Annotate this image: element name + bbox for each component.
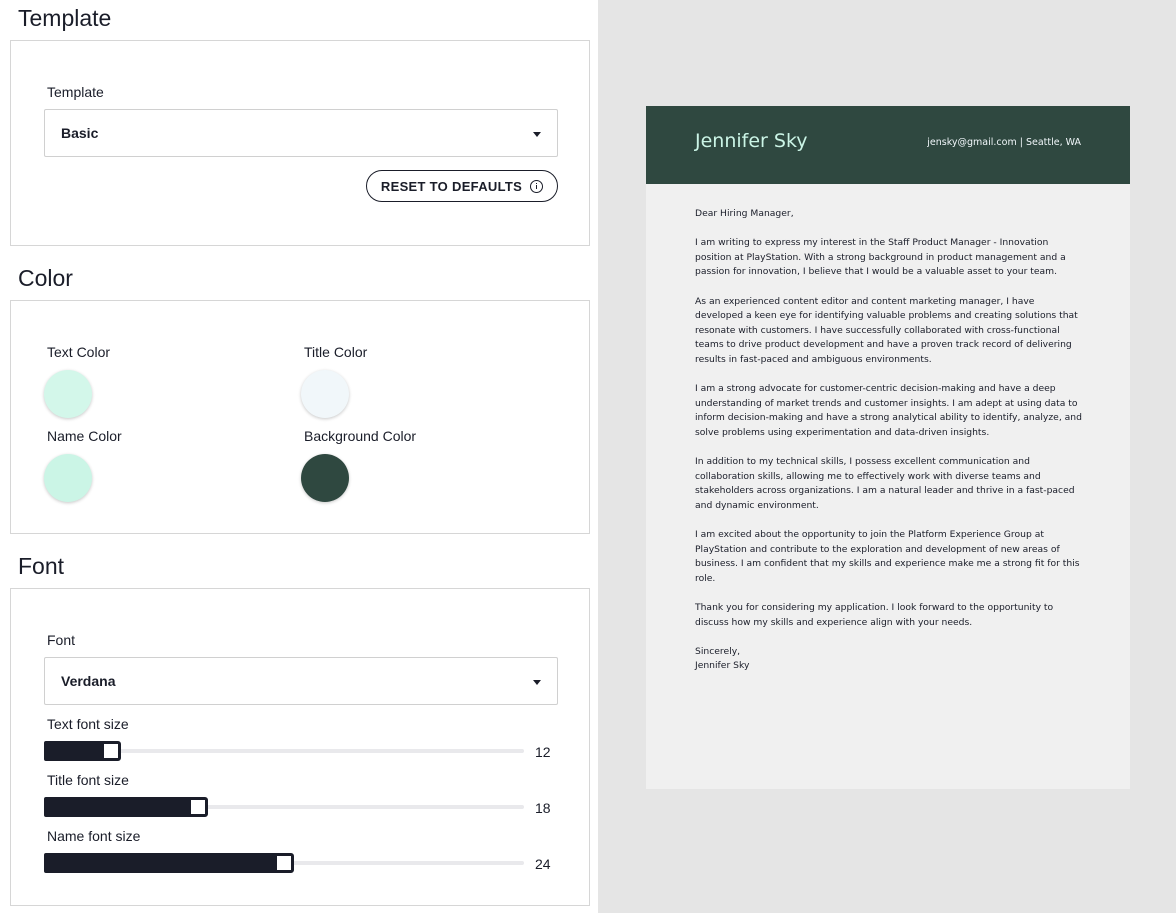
title-color-swatch[interactable]	[301, 370, 349, 418]
letter-paragraph: I am writing to express my interest in the Staff Product Manager - Innovation position at PlayStation. With a strong background in product management and a passion for innovation, I believe that I would be a valuable asset to your team.	[695, 237, 1066, 278]
letter-closing: Sincerely,	[695, 645, 741, 657]
slider-thumb[interactable]	[274, 853, 294, 873]
letter-paragraph: I am excited about the opportunity to join the Platform Experience Group at PlayStation and contribute to the exploration and development of new areas of business. I am confident that my skills and experience make me a strong fit for this role.	[695, 529, 1080, 584]
slider-thumb[interactable]	[101, 741, 121, 761]
slider-fill	[44, 797, 198, 817]
reset-button-label: RESET TO DEFAULTS	[380, 178, 523, 194]
template-label: Template	[47, 84, 104, 100]
name-font-size-label: Name font size	[47, 828, 141, 844]
title-color-label: Title Color	[304, 344, 368, 360]
name-color-label: Name Color	[47, 428, 122, 444]
title-font-size-value: 18	[535, 800, 551, 816]
letter-greeting: Dear Hiring Manager,	[695, 208, 794, 219]
slider-fill	[44, 853, 284, 873]
letter-paragraph: I am a strong advocate for customer-centric decision-making and have a deep understanding of market trends and customer insights. I am adept at using data to inform decision-making and have a strong analytical ability to identify, analyze, and solve problems using experimentation and data-driven insights.	[695, 383, 1082, 438]
font-select-value: Verdana	[61, 673, 116, 689]
background-color-label: Background Color	[304, 428, 417, 444]
caret-down-icon	[533, 132, 541, 137]
title-font-size-label: Title font size	[47, 772, 129, 788]
letter-signature: Jennifer Sky	[695, 660, 750, 672]
letter-name: Jennifer Sky	[695, 130, 808, 152]
text-font-size-label: Text font size	[47, 716, 129, 732]
template-card	[10, 40, 590, 246]
text-font-size-value: 12	[535, 744, 551, 760]
font-card	[10, 588, 590, 906]
template-section-title: Template	[18, 5, 112, 31]
slider-thumb[interactable]	[188, 797, 208, 817]
background-color-swatch[interactable]	[301, 454, 349, 502]
letter-contact: jensky@gmail.com | Seattle, WA	[927, 137, 1081, 148]
text-color-swatch[interactable]	[44, 370, 92, 418]
letter-body	[695, 207, 1085, 674]
cover-letter-preview	[646, 106, 1130, 789]
font-section-title: Font	[18, 553, 65, 579]
letter-paragraph: Thank you for considering my application. I look forward to the opportunity to discuss how my skills and experience align with your needs.	[695, 602, 1054, 628]
letter-signoff	[695, 645, 1085, 674]
text-color-label: Text Color	[47, 344, 111, 360]
letter-paragraph: In addition to my technical skills, I possess excellent communication and collaboration skills, allowing me to effectively work with diverse teams and stakeholders across organizations. I am a natural leader and thrive in a fast-paced and dynamic environment.	[695, 456, 1075, 511]
color-card	[10, 300, 590, 534]
font-label: Font	[47, 632, 76, 648]
font-select[interactable]	[44, 657, 558, 705]
text-font-size-slider[interactable]	[44, 749, 524, 753]
reset-to-defaults-button[interactable]	[366, 170, 558, 202]
template-select[interactable]	[44, 109, 558, 157]
info-icon	[530, 180, 543, 193]
template-select-value: Basic	[61, 125, 99, 141]
preview-panel	[598, 0, 1176, 913]
name-font-size-slider[interactable]	[44, 861, 524, 865]
name-color-swatch[interactable]	[44, 454, 92, 502]
letter-paragraph: As an experienced content editor and content marketing manager, I have developed a keen eye for identifying valuable problems and creating solutions that resonate with customers. I have successfully collaborated with cross-functional teams to drive product development and have a proven track record of delivering results in fast-paced and ambiguous environments.	[695, 295, 1078, 365]
title-font-size-slider[interactable]	[44, 805, 524, 809]
caret-down-icon	[533, 680, 541, 685]
letter-header	[646, 106, 1130, 184]
name-font-size-value: 24	[535, 856, 551, 872]
color-section-title: Color	[18, 265, 73, 291]
